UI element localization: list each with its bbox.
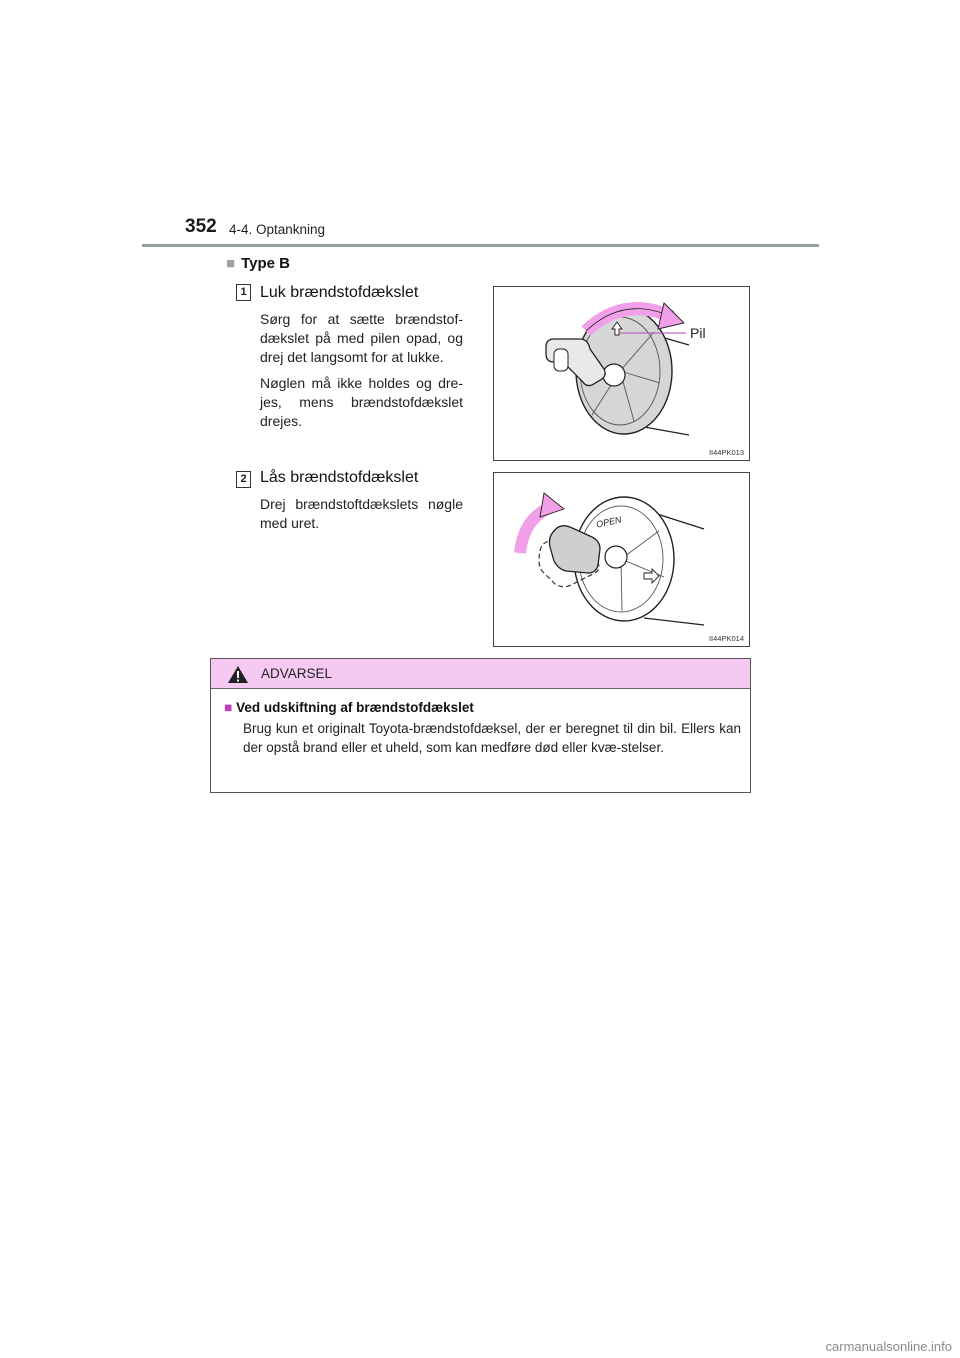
warning-text: Brug kun et originalt Toyota-brændstofdæksel, der er beregnet til din bil. Ellers kan der opstå brand eller et uheld, som kan medføre død eller kvæ-stelser. — [243, 721, 741, 755]
figure-code-1: II44PK013 — [708, 448, 744, 457]
warning-subheading — [224, 700, 474, 715]
step-1-title: Luk brændstofdækslet — [260, 284, 419, 301]
step-2-body — [260, 495, 463, 540]
warning-box — [210, 658, 751, 793]
step-2-number: 2 — [236, 471, 251, 488]
warning-triangle-icon — [227, 665, 249, 684]
step-1-paragraph-2: Nøglen må ikke holdes og dre-jes, mens brændstofdækslet drejes. — [260, 375, 463, 429]
figure-lock-fuel-cap — [493, 472, 750, 647]
watermark: carmanualsonline.info — [825, 1339, 952, 1354]
warning-header — [211, 659, 750, 689]
page-number: 352 — [185, 216, 217, 237]
step-2-paragraph-1: Drej brændstoftdækslets nøgle med uret. — [260, 496, 463, 531]
type-heading-text: Type B — [241, 255, 290, 272]
square-bullet-icon: ■ — [226, 255, 236, 272]
figure-close-fuel-cap — [493, 286, 750, 461]
step-2-title: Lås brændstofdækslet — [260, 469, 419, 486]
warning-label: ADVARSEL — [261, 666, 333, 681]
fuel-cap-close-illustration — [494, 287, 749, 460]
cap-open-marking: OPEN — [595, 514, 623, 530]
warning-subheading-text: Ved udskiftning af brændstofdækslet — [236, 700, 474, 715]
square-bullet-icon: ■ — [224, 700, 233, 715]
figure-code-2: II44PK014 — [708, 634, 744, 643]
step-1-body — [260, 310, 463, 438]
type-heading — [226, 255, 290, 272]
step-1-number: 1 — [236, 284, 251, 301]
figure-callout-arrow-label: Pil — [690, 325, 706, 341]
header-divider — [142, 244, 819, 247]
fuel-cap-lock-illustration — [494, 473, 749, 646]
step-1-paragraph-1: Sørg for at sætte brændstof-dækslet på med pilen opad, og drej det langsomt for at lukke. — [260, 311, 463, 365]
section-title: 4-4. Optankning — [229, 222, 326, 237]
